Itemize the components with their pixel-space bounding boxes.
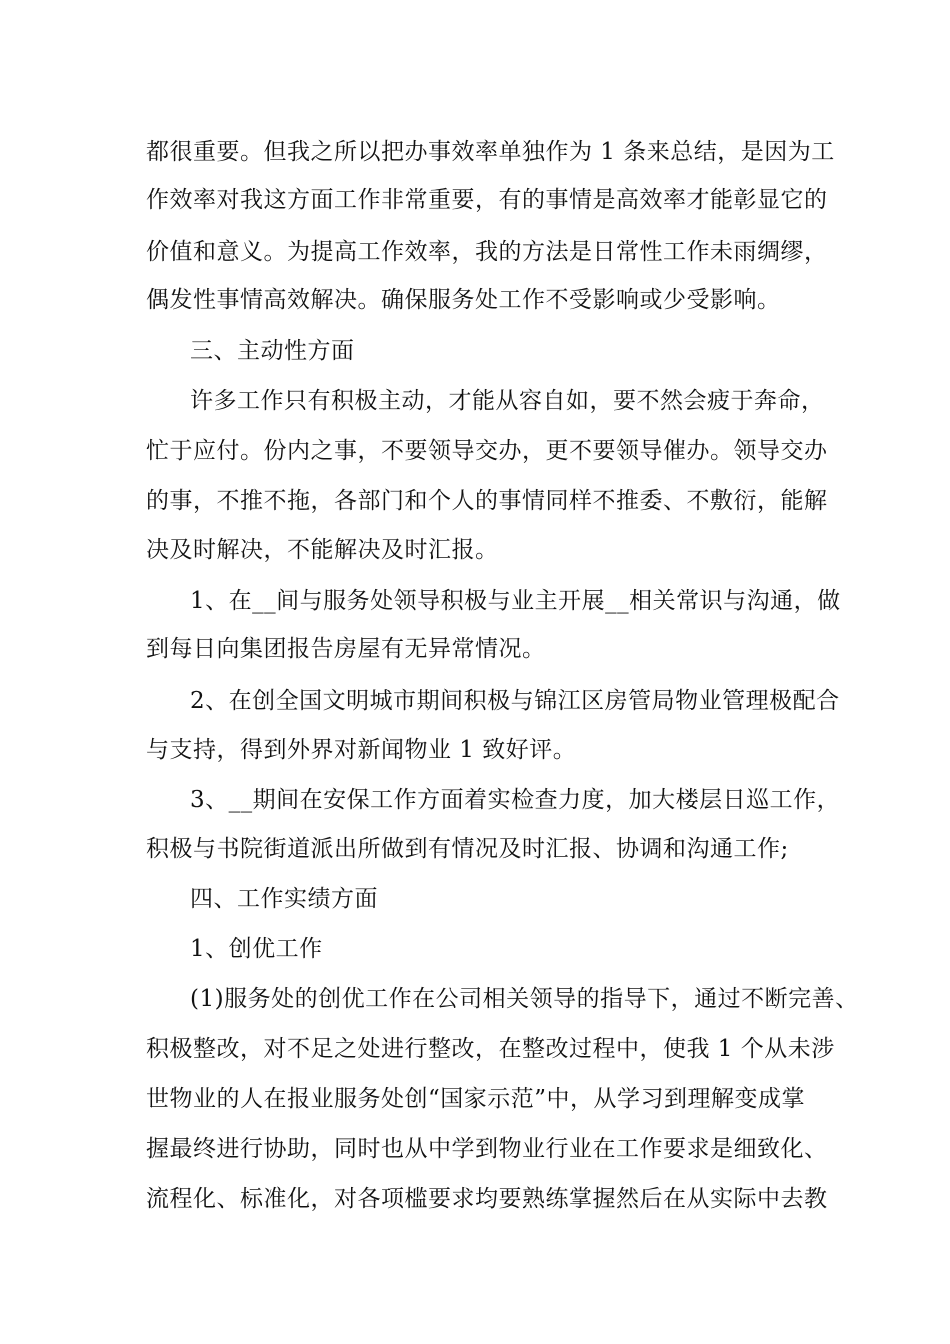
subsection-heading: 1、创优工作 [190, 936, 323, 962]
body-text-line: 都很重要。但我之所以把办事效率单独作为 1 条来总结，是因为工 [146, 139, 835, 165]
body-text-line: 流程化、标准化，对各项槛要求均要熟练掌握然后在从实际中去教 [146, 1186, 828, 1212]
body-text-line: 忙于应付。份内之事，不要领导交办，更不要领导催办。领导交办 [146, 438, 828, 464]
list-item-first-line: 2、在创全国文明城市期间积极与锦江区房管局物业管理极配合 [190, 688, 840, 714]
body-text-line: 世物业的人在报业服务处创“国家示范”中，从学习到理解变成掌 [146, 1086, 806, 1112]
body-text-line: 偶发性事情高效解决。确保服务处工作不受影响或少受影响。 [146, 287, 781, 313]
body-text-line: 价值和意义。为提高工作效率，我的方法是日常性工作未雨绸缪， [146, 239, 828, 265]
body-text-line: 积极整改，对不足之处进行整改，在整改过程中，使我 1 个从未涉 [146, 1036, 835, 1062]
body-text-line: 到每日向集团报告房屋有无异常情况。 [146, 636, 546, 662]
body-text-line: 决及时解决，不能解决及时汇报。 [146, 537, 499, 563]
paragraph-first-line: (1)服务处的创优工作在公司相关领导的指导下，通过不断完善、 [190, 986, 859, 1012]
list-item-first-line: 3、__期间在安保工作方面着实检查力度，加大楼层日巡工作， [190, 787, 841, 813]
body-text-line: 积极与书院街道派出所做到有情况及时汇报、协调和沟通工作; [146, 836, 789, 862]
section-heading: 四、工作实绩方面 [190, 886, 378, 912]
section-heading: 三、主动性方面 [190, 338, 355, 364]
body-text-line: 作效率对我这方面工作非常重要，有的事情是高效率才能彰显它的 [146, 187, 828, 213]
body-text-line: 与支持，得到外界对新闻物业 1 致好评。 [146, 737, 577, 763]
body-text-line: 的事，不推不拖，各部门和个人的事情同样不推委、不敷衍，能解 [146, 488, 828, 514]
list-item-first-line: 1、在__间与服务处领导积极与业主开展__相关常识与沟通，做 [190, 588, 841, 614]
body-text-line: 握最终进行协助，同时也从中学到物业行业在工作要求是细致化、 [146, 1136, 828, 1162]
paragraph-first-line: 许多工作只有积极主动，才能从容自如，要不然会疲于奔命， [190, 388, 825, 414]
